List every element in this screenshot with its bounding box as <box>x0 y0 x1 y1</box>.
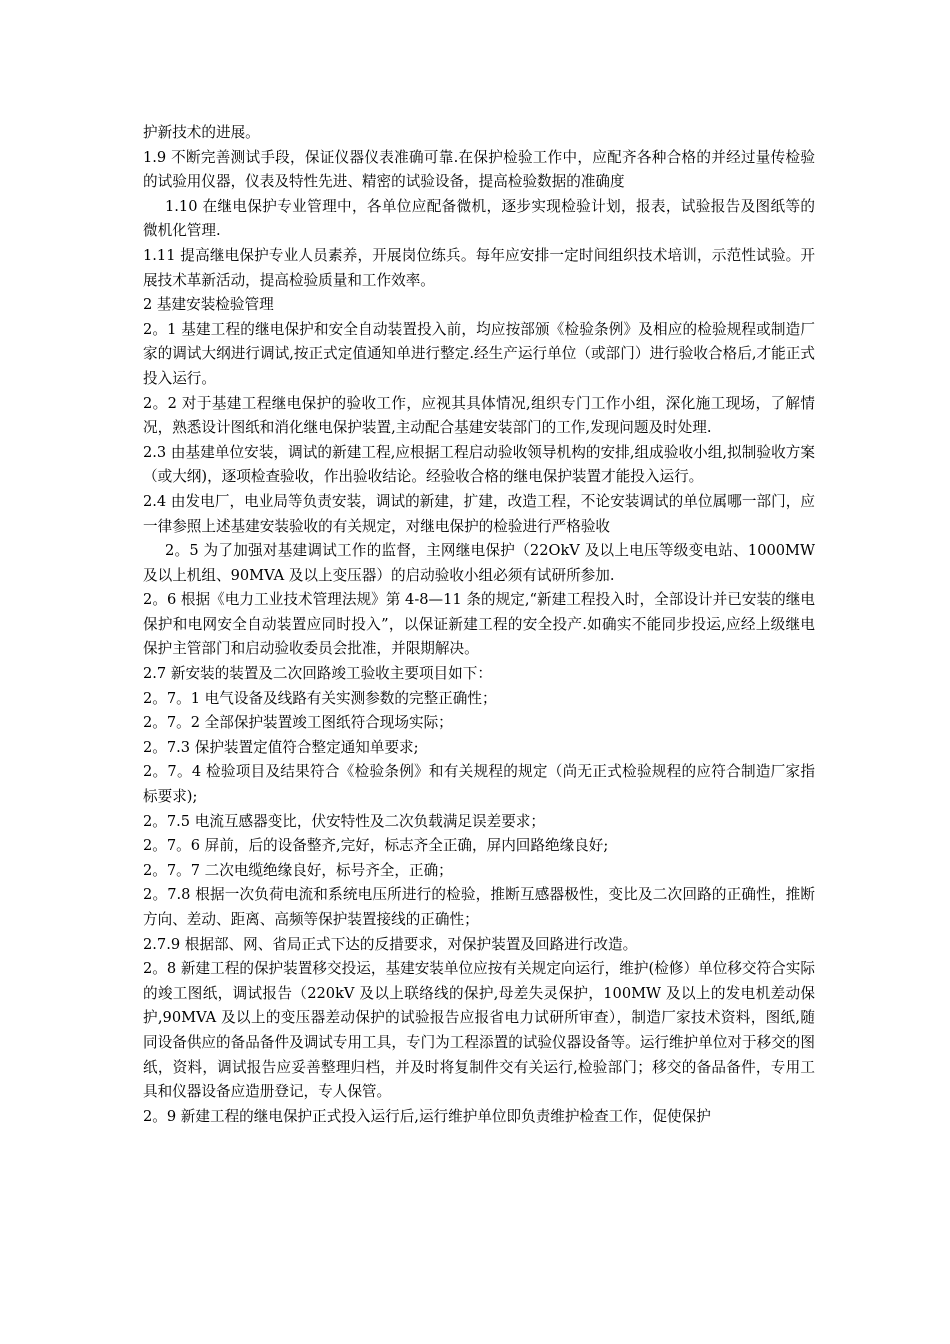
list-item: 2。7.8 根据一次负荷电流和系统电压所进行的检验，推断互感器极性，变比及二次回路的正确性，推断方向、差动、距离、高频等保护装置接线的正确性； <box>143 886 815 928</box>
list-item: 2。7。6 屏前，后的设备整齐,完好，标志齐全正确，屏内回路绝缘良好; <box>143 837 609 855</box>
paragraph: 1.10 在继电保护专业管理中，各单位应配备微机，逐步实现检验计划，报表，试验报告及图纸等的微机化管理. <box>143 197 815 240</box>
section-heading: 2 基建安装检验管理 <box>143 296 274 314</box>
paragraph: 1.9 不断完善测试手段，保证仪器仪表准确可靠.在保护检验工作中，应配齐各种合格的并经过量传检验的试验用仪器，仪表及特性先进、精密的试验设备，提高检验数据的准确度 <box>143 148 815 191</box>
paragraph: 2。1 基建工程的继电保护和安全自动装置投入前，均应按部颁《检验条例》及相应的检验规程或制造厂家的调试大纲进行调试,按正式定值通知单进行整定.经生产运行单位（或部门）进行验收合格后,才能正式投入运行。 <box>143 320 815 387</box>
list-item: 2.7.9 根据部、网、省局正式下达的反措要求，对保护装置及回路进行改造。 <box>143 935 638 953</box>
list-item: 2。7。4 检验项目及结果符合《检验条例》和有关规程的规定（尚无正式检验规程的应符合制造厂家指标要求); <box>143 763 815 806</box>
paragraph: 2.7 新安装的装置及二次回路竣工验收主要项目如下： <box>143 665 492 683</box>
list-item: 2。7。7 二次电缆绝缘良好，标号齐全，正确； <box>143 861 453 879</box>
paragraph: 2.4 由发电厂，电业局等负责安装，调试的新建，扩建，改造工程，不论安装调试的单位属哪一部门，应一律参照上述基建安装验收的有关规定，对继电保护的检验进行严格验收 <box>143 492 815 535</box>
paragraph: 护新技术的进展。 <box>143 124 260 141</box>
paragraph: 2.3 由基建单位安装，调试的新建工程,应根据工程启动验收领导机构的安排,组成验收小组,拟制验收方案（或大纲)，逐项检查验收，作出验收结论。经验收合格的继电保护装置才能投入运行。 <box>143 443 815 486</box>
list-item: 2。7.3 保护装置定值符合整定通知单要求; <box>143 738 419 756</box>
paragraph: 2。5 为了加强对基建调试工作的监督，主网继电保护（22OkV 及以上电压等级变电站、1000MW 及以上机组、90MVA 及以上变压器）的启动验收小组必须有试研所参加. <box>143 542 815 584</box>
list-item: 2。7。2 全部保护装置竣工图纸符合现场实际； <box>143 714 453 732</box>
paragraph: 2。6 根据《电力工业技术管理法规》第 4-8—11 条的规定,“新建工程投入时，全部设计并已安装的继电保护和电网安全自动装置应同时投入”，以保证新建工程的安全投产.如确实不能同步投运,应经上级继电保护主管部门和启动验收委员会批准，并限期解决。 <box>143 591 815 658</box>
paragraph: 2。8 新建工程的保护装置移交投运，基建安装单位应按有关规定向运行，维护(检修）单位移交符合实际的竣工图纸，调试报告（220kV 及以上联络线的保护,母差失灵保护，100MW 及以上的发电机差动保护,90MVA 及以上的变压器差动保护的试验报告应报省电力试研所审查），制造厂家技术资料，图纸,随同设备供应的备品备件及调试专用工具，专门为工程添置的试验仪器设备等。运行维护单位对于移交的图纸，资料，调试报告应妥善整理归档，并及时将复制件交有关运行,检验部门；移交的备品备件，专用工具和仪器设备应造册登记，专人保管。 <box>143 960 815 1101</box>
list-item: 2。7。1 电气设备及线路有关实测参数的完整正确性； <box>143 689 497 707</box>
paragraph: 1.11 提高继电保护专业人员素养，开展岗位练兵。每年应安排一定时间组织技术培训，示范性试验。开展技术革新活动，提高检验质量和工作效率。 <box>143 246 815 289</box>
list-item: 2。7.5 电流互感器变比，伏安特性及二次负载满足误差要求； <box>143 812 545 830</box>
paragraph: 2。2 对于基建工程继电保护的验收工作，应视其具体情况,组织专门工作小组，深化施工现场，了解情况，熟悉设计图纸和消化继电保护装置,主动配合基建安装部门的工作,发现问题及时处理. <box>143 394 815 437</box>
document-body <box>143 121 815 1129</box>
paragraph: 2。9 新建工程的继电保护正式投入运行后,运行维护单位即负责维护检查工作，促使保护 <box>143 1107 711 1125</box>
